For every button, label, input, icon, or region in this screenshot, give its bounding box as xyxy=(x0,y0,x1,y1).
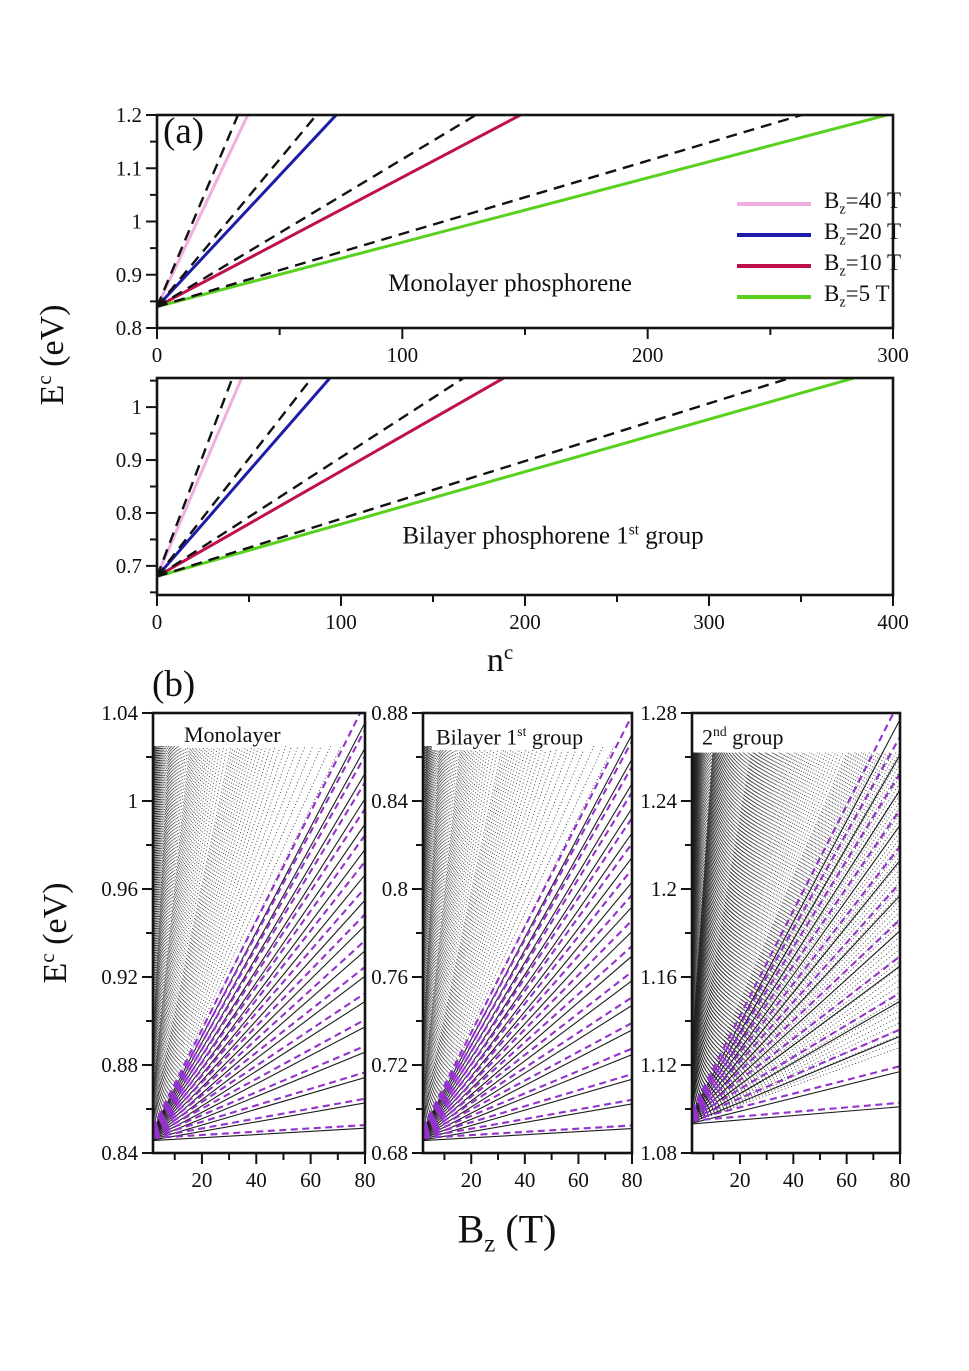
y-tick-label: 0.72 xyxy=(371,1053,408,1077)
x-tick-label: 0 xyxy=(151,610,163,634)
y-tick-label: 0.9 xyxy=(115,262,142,287)
y-tick-label: 1.2 xyxy=(650,877,677,901)
legend-item-5T xyxy=(737,281,901,312)
legend xyxy=(737,188,901,312)
x-tick-label: 300 xyxy=(693,610,725,634)
y-tick-label: 0.92 xyxy=(101,965,138,989)
y-tick-label: 1.2 xyxy=(115,103,142,127)
landau-level-dotted xyxy=(423,746,570,1127)
landau-level-dotted xyxy=(153,746,313,1128)
panel-b-label: (b) xyxy=(152,664,196,705)
chart-a2-title: Bilayer phosphorene 1st group xyxy=(402,521,704,550)
chart-b3 xyxy=(640,700,910,1192)
landau-level-analytic xyxy=(692,1103,900,1121)
axis-label-energy-a: $E^c$ (eV) xyxy=(31,304,72,406)
landau-level-analytic xyxy=(423,715,632,1127)
axis-label-n: $n^c$ xyxy=(486,639,514,680)
b2-title-superscript: st xyxy=(517,724,527,739)
chart-b1-title: Monolayer xyxy=(180,722,285,748)
legend-label-5T: $B_z=5$ T xyxy=(824,281,890,311)
axis-label-bz: $B_z$ (T) xyxy=(457,1206,557,1258)
y-tick-label: 1.12 xyxy=(640,1053,677,1077)
x-tick-label: 400 xyxy=(877,610,909,634)
y-tick-label: 1.08 xyxy=(640,1141,677,1165)
legend-item-20T xyxy=(737,219,901,250)
legend-label-40T: $B_z=40$ T xyxy=(824,188,902,218)
landau-level-dotted xyxy=(153,746,286,1125)
chart-b1 xyxy=(101,701,375,1192)
y-tick-label: 0.88 xyxy=(371,701,408,725)
legend-swatch-40T xyxy=(737,202,811,206)
landau-level-dotted xyxy=(692,906,900,1119)
landau-level-solid xyxy=(692,896,900,1119)
landau-level-solid xyxy=(692,931,900,1120)
landau-level-dotted xyxy=(423,746,585,1128)
landau-level-solid xyxy=(153,900,365,1135)
y-tick-label: 1 xyxy=(131,209,142,234)
landau-level-dotted xyxy=(692,949,900,1120)
x-tick-label: 80 xyxy=(354,1168,376,1192)
landau-level-dotted xyxy=(692,850,900,1117)
y-tick-label: 0.96 xyxy=(101,877,138,901)
y-tick-label: 0.84 xyxy=(101,1141,138,1165)
y-tick-label: 1.24 xyxy=(640,789,677,813)
legend-swatch-5T xyxy=(737,295,811,299)
landau-level-dotted xyxy=(692,807,900,1116)
y-tick-label: 0.8 xyxy=(381,877,408,901)
x-tick-label: 100 xyxy=(386,343,419,367)
y-tick-label: 0.68 xyxy=(371,1141,408,1165)
y-tick-label: 0.76 xyxy=(371,965,408,989)
y-tick-label: 1 xyxy=(131,395,142,420)
x-tick-label: 200 xyxy=(631,343,664,367)
landau-level-dotted xyxy=(423,746,509,1118)
x-tick-label: 60 xyxy=(836,1168,858,1192)
landau-level-analytic xyxy=(423,767,632,1129)
b3-title-superscript: nd xyxy=(713,724,727,739)
plot-frame xyxy=(157,378,893,595)
x-tick-label: 300 xyxy=(877,343,909,367)
legend-item-10T xyxy=(737,250,901,281)
y-tick-label: 1 xyxy=(127,789,138,813)
x-tick-label: 40 xyxy=(245,1168,267,1192)
chart-a1-title: Monolayer phosphorene xyxy=(388,270,632,297)
x-tick-label: 40 xyxy=(782,1168,804,1192)
landau-level-analytic xyxy=(153,1125,365,1138)
x-tick-label: 100 xyxy=(325,610,357,634)
legend-item-40T xyxy=(737,188,901,219)
landau-level-dotted xyxy=(692,887,900,1118)
chart-b2-title: Bilayer 1st group xyxy=(432,724,587,750)
a2-title-superscript: st xyxy=(628,521,640,539)
energy-superscript: c xyxy=(31,375,56,385)
landau-level-dotted xyxy=(153,746,321,1129)
x-tick-label: 200 xyxy=(509,610,541,634)
x-tick-label: 40 xyxy=(514,1168,536,1192)
landau-level-analytic xyxy=(423,1125,632,1137)
legend-swatch-10T xyxy=(737,264,811,268)
legend-swatch-20T xyxy=(737,233,811,237)
x-tick-label: 20 xyxy=(729,1168,751,1192)
y-tick-label: 0.84 xyxy=(371,789,408,813)
landau-level-dotted xyxy=(153,746,224,1113)
x-tick-label: 0 xyxy=(151,343,163,367)
x-tick-label: 60 xyxy=(567,1168,589,1192)
y-tick-label: 1.04 xyxy=(101,701,138,725)
x-tick-label: 80 xyxy=(621,1168,643,1192)
x-tick-label: 20 xyxy=(460,1168,482,1192)
y-tick-label: 1.16 xyxy=(640,965,677,989)
x-tick-label: 80 xyxy=(889,1168,911,1192)
landau-level-dotted xyxy=(692,875,900,1118)
y-tick-label: 1.28 xyxy=(640,701,677,725)
y-tick-label: 0.9 xyxy=(115,448,142,473)
chart-b2 xyxy=(371,701,642,1192)
y-tick-label: 0.8 xyxy=(115,316,142,340)
landau-level-dotted xyxy=(153,746,252,1120)
landau-level-dotted xyxy=(692,753,893,1115)
landau-level-dotted xyxy=(153,746,298,1127)
x-tick-label: 60 xyxy=(300,1168,322,1192)
y-tick-label: 0.8 xyxy=(115,500,142,525)
n-superscript: c xyxy=(503,639,514,664)
panel-a-label: (a) xyxy=(163,111,205,152)
legend-label-20T: $B_z=20$ T xyxy=(824,219,902,249)
y-tick-label: 0.7 xyxy=(115,553,142,578)
bz-subscript: z xyxy=(484,1230,496,1258)
chart-b3-title: 2nd group xyxy=(698,724,787,750)
energy-superscript: c xyxy=(34,953,59,963)
landau-level-solid xyxy=(423,907,632,1135)
y-tick-label: 0.88 xyxy=(101,1053,138,1077)
landau-level-dotted xyxy=(692,753,875,1114)
series-line xyxy=(157,100,893,576)
legend-label-10T: $B_z=10$ T xyxy=(824,250,902,280)
landau-level-dotted xyxy=(423,746,469,1100)
x-tick-label: 20 xyxy=(191,1168,213,1192)
y-tick-label: 1.1 xyxy=(115,156,142,181)
landau-level-dotted xyxy=(423,746,505,1117)
landau-level-dotted xyxy=(153,746,215,1109)
axis-label-energy-b: $E^c$ (eV) xyxy=(34,882,75,984)
